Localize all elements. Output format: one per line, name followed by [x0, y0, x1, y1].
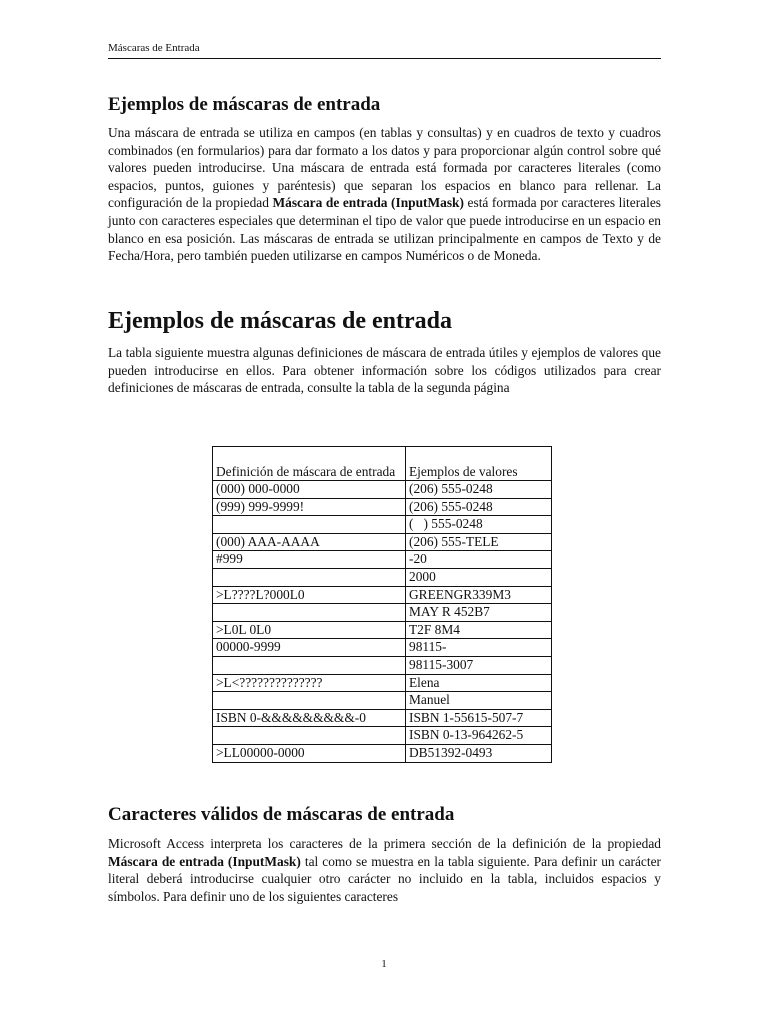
- example-value-cell: -20: [406, 551, 552, 569]
- mask-definition-cell: [213, 656, 406, 674]
- mask-examples-table: [212, 446, 552, 763]
- valid-text-start: Microsoft Access interpreta los caracteres de la primera sección de la definición de la propiedad: [108, 836, 661, 851]
- example-value-cell: 98115-3007: [406, 656, 552, 674]
- table-row: [213, 709, 552, 727]
- running-header: Máscaras de Entrada: [108, 41, 661, 59]
- mask-definition-cell: ISBN 0-&&&&&&&&&-0: [213, 709, 406, 727]
- table-row: [213, 498, 552, 516]
- mask-definition-cell: >L????L?000L0: [213, 586, 406, 604]
- section-heading-valid-characters: Caracteres válidos de máscaras de entrada: [108, 804, 455, 825]
- table-row: [213, 481, 552, 499]
- table-row: [213, 568, 552, 586]
- table-row: [213, 674, 552, 692]
- table-row: [213, 533, 552, 551]
- example-value-cell: ( ) 555-0248: [406, 516, 552, 534]
- table-row: [213, 639, 552, 657]
- example-value-cell: Elena: [406, 674, 552, 692]
- mask-definition-cell: [213, 516, 406, 534]
- example-value-cell: 2000: [406, 568, 552, 586]
- page-number: 1: [381, 958, 387, 970]
- intro-text-start: Una máscara de entrada se utiliza en campos (en tablas y consultas) y en cuadros de texto y cuadros combinados (en formularios) para dar formato a los datos y para proporcionar algún control sobre qué valores pueden introducirse. Una máscara de entrada está formada por caracteres literales (como espacios, puntos, guiones y paréntesis) que separan los espacios en blanco para rellenar. La configuración de la propiedad: [108, 125, 661, 211]
- column-header-example-values: Ejemplos de valores: [406, 447, 552, 481]
- example-value-cell: DB51392-0493: [406, 744, 552, 762]
- example-value-cell: ISBN 0-13-964262-5: [406, 727, 552, 745]
- valid-text-end: tal como se muestra en la tabla siguiente. Para definir un carácter literal deberá introducirse cualquier otro carácter no incluido en la tabla, incluidos espacios y símbolos. Para definir uno de los siguientes caracteres: [108, 853, 661, 904]
- example-value-cell: (206) 555-0248: [406, 481, 552, 499]
- mask-definition-cell: [213, 604, 406, 622]
- table-row: [213, 744, 552, 762]
- table-row: [213, 621, 552, 639]
- mask-definition-cell: [213, 727, 406, 745]
- table-intro-paragraph: La tabla siguiente muestra algunas definiciones de máscara de entrada útiles y ejemplos de valores que pueden introducirse en ellos. Para obtener información sobre los códigos utilizados para crear definiciones de máscaras de entrada, consulte la tabla de la segunda página: [108, 345, 661, 396]
- intro-text-end: está formada por caracteres literales junto con caracteres especiales que determinan el tipo de valor que puede introducirse en un espacio en blanco en esa posición. Las máscaras de entrada se utilizan principalmente en campos de Texto y de Fecha/Hora, pero también pueden utilizarse en campos Numéricos o de Moneda.: [108, 195, 661, 264]
- mask-definition-cell: >LL00000-0000: [213, 744, 406, 762]
- table-row: [213, 604, 552, 622]
- mask-definition-cell: [213, 568, 406, 586]
- table-row: [213, 516, 552, 534]
- mask-definition-cell: >L0L 0L0: [213, 621, 406, 639]
- mask-definition-cell: (000) 000-0000: [213, 481, 406, 499]
- example-value-cell: GREENGR339M3: [406, 586, 552, 604]
- table-header-row: [213, 447, 552, 481]
- section-heading-examples-2: Ejemplos de máscaras de entrada: [108, 308, 452, 334]
- example-value-cell: T2F 8M4: [406, 621, 552, 639]
- table-row: [213, 551, 552, 569]
- valid-characters-paragraph: [108, 835, 661, 905]
- table-row: [213, 656, 552, 674]
- mask-definition-cell: 00000-9999: [213, 639, 406, 657]
- column-header-mask-definition: Definición de máscara de entrada: [213, 447, 406, 481]
- mask-definition-cell: (999) 999-9999!: [213, 498, 406, 516]
- intro-bold-term: Máscara de entrada (InputMask): [272, 195, 464, 211]
- table-row: [213, 727, 552, 745]
- table-row: [213, 586, 552, 604]
- mask-definition-cell: >L<??????????????: [213, 674, 406, 692]
- mask-definition-cell: #999: [213, 551, 406, 569]
- valid-bold-term: Máscara de entrada (InputMask): [108, 853, 301, 869]
- example-value-cell: (206) 555-0248: [406, 498, 552, 516]
- example-value-cell: MAY R 452B7: [406, 604, 552, 622]
- table-row: [213, 692, 552, 710]
- intro-paragraph: [108, 124, 661, 265]
- mask-definition-cell: [213, 692, 406, 710]
- example-value-cell: 98115-: [406, 639, 552, 657]
- mask-definition-cell: (000) AAA-AAAA: [213, 533, 406, 551]
- example-value-cell: Manuel: [406, 692, 552, 710]
- example-value-cell: ISBN 1-55615-507-7: [406, 709, 552, 727]
- example-value-cell: (206) 555-TELE: [406, 533, 552, 551]
- section-heading-examples: Ejemplos de máscaras de entrada: [108, 94, 381, 115]
